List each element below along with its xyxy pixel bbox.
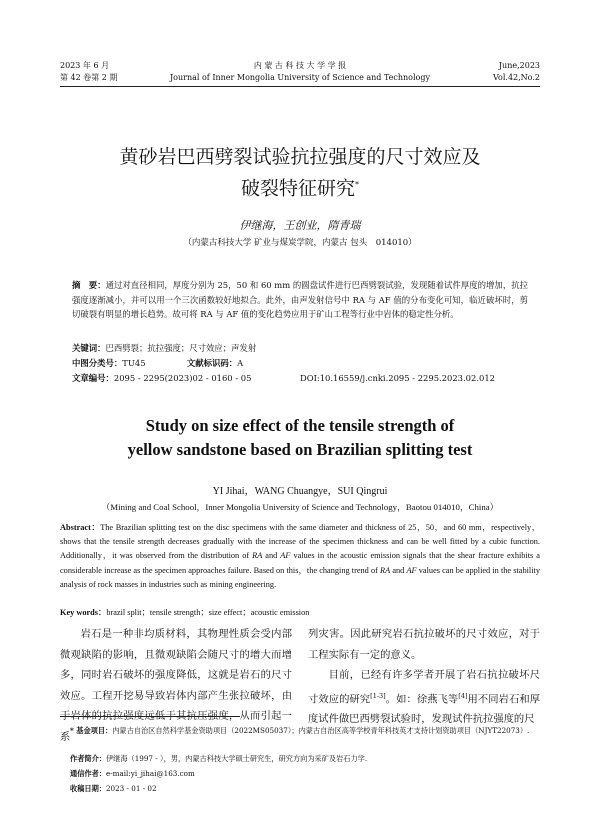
body-p2-a: 目前，已经有许多学者开展了岩石抗拉破坏尺寸效应的研究 <box>308 669 540 705</box>
received-label: 收稿日期： <box>70 784 106 793</box>
citation-1-3: [1-3] <box>370 691 386 700</box>
abstract-en-and-2: and <box>390 565 407 575</box>
keywords-en <box>60 606 540 618</box>
keywords-zh-text: 巴西劈裂；抗拉强度；尺寸效应；声发射 <box>105 343 257 353</box>
title-zh-line2: 破裂特征研究 <box>240 177 355 200</box>
authors-en: YI Jihai，WANG Chuangye，SUI Qingrui <box>212 486 388 497</box>
footnote-contact <box>70 767 540 780</box>
doi: DOI:10.16559/j.cnki.2095 - 2295.2023.02.012 <box>300 373 495 383</box>
title-zh-line2-wrap <box>60 171 540 202</box>
body-p2-c: 用不同岩石和厚度试件做巴西劈裂试验时，发现试件抗拉强度的尺 <box>308 692 541 726</box>
header-volume-zh: 第 42 卷第 2 期 <box>60 73 118 82</box>
title-zh <box>60 144 540 202</box>
abstract-zh-label: 摘 要： <box>72 280 106 290</box>
header-date: 2023 年 6 月 <box>60 61 110 70</box>
header-right <box>493 60 540 84</box>
contact-label: 通信作者： <box>70 769 106 778</box>
body-paragraph-2 <box>308 665 540 730</box>
title-en <box>60 414 540 462</box>
af-term-2: AF <box>406 565 417 575</box>
journal-name-en: Journal of Inner Mongolia University of Science and Technology <box>169 73 431 82</box>
footnote-author <box>70 752 540 765</box>
doc-code-value: A <box>237 358 244 368</box>
header-date-en: June,2023 <box>498 61 540 70</box>
received-date: 2023 - 01 - 02 <box>105 784 157 793</box>
title-en-line2: yellow sandstone based on Brazilian splitting test <box>127 440 473 459</box>
keywords-en-text: brazil split；tensile strength；size effect；acoustic emission <box>106 608 310 617</box>
header-rule <box>60 86 540 87</box>
affiliation-en: （Mining and Coal School，Inner Mongolia University of Science and Technology，Baotou 014010，China） <box>101 502 499 512</box>
title-zh-line1: 黄砂岩巴西劈裂试验抗拉强度的尺寸效应及 <box>119 146 481 168</box>
classification-line <box>72 357 243 369</box>
title-en-line1: Study on size effect of the tensile strength of <box>145 416 455 435</box>
footnote-rule <box>60 716 240 717</box>
ra-term-1: RA <box>252 551 263 561</box>
contact-email: e-mail:yi_jihai@163.com <box>105 769 195 778</box>
citation-4: [4] <box>458 691 468 700</box>
abstract-zh-text: 通过对直径相同，厚度分别为 25，50 和 60 mm 的圆盘试件进行巴西劈裂试验，发现随着试件厚度的增加，抗拉强度逐渐减小，并可以用一个三次函数较好地拟合。此外，由声发射信号中 RA 与 AF 值的分布变化可知，临近破坏时，剪切破裂有明显的增长趋势。故可将 RA 与 AF 值的变化趋势应用于矿山工程等行业中岩体的稳定性分析。 <box>72 280 528 319</box>
running-header <box>60 60 540 84</box>
article-no-label: 文章编号： <box>72 373 114 383</box>
abstract-zh <box>72 278 528 322</box>
ra-term-2: RA <box>380 565 391 575</box>
af-term-1: AF <box>280 551 291 561</box>
author-info-label: 作者简介： <box>70 754 106 763</box>
article-number-line <box>72 372 528 384</box>
keywords-zh-label: 关键词： <box>72 343 106 353</box>
article-no-value: 2095 - 2295(2023)02 - 0160 - 05 <box>113 373 252 383</box>
body-column-right <box>308 624 540 730</box>
abstract-en-text-b: values in the acoustic emission signals that the shear fracture exhibits a considerable increase as the specimen approaches failure. Based on this，the changing trend of <box>60 551 540 575</box>
classification-label: 中图分类号： <box>72 358 123 368</box>
abstract-en-and-1: and <box>262 551 281 561</box>
fund-text: 内蒙古自治区自然科学基金资助项目（2022MS05037）；内蒙古自治区高等学校青年科技英才支持计划资助项目（NJYT22073）. <box>112 726 530 735</box>
keywords-zh <box>72 342 256 354</box>
body-paragraph-1: 岩石是一种非均质材料，其物理性质会受内部微观缺陷的影响，且微观缺陷会随尺寸的增大而增多，同时岩石破坏的强度降低，这就是岩石的尺寸效应。工程开挖易导致岩体内部产生张拉破坏，由于岩体的抗拉强度远低于其抗压强度，从而引起一系 <box>60 628 292 743</box>
fund-label: * 基金项目： <box>70 726 113 735</box>
affiliation-zh: （内蒙古科技大学 矿业与煤炭学院，内蒙古 包头 014010） <box>183 238 417 248</box>
header-volume-en: Vol.42,No.2 <box>493 73 540 82</box>
abstract-en <box>60 521 540 592</box>
abstract-en-label: Abstract： <box>60 523 101 532</box>
title-footnote-mark: * <box>355 180 359 189</box>
body-p2-b: 。如：徐燕飞等 <box>385 692 459 705</box>
footnote-fund <box>70 724 540 737</box>
footnote-received <box>70 782 540 795</box>
keywords-en-label: Key words： <box>60 608 107 617</box>
classification-value: TU45 <box>122 358 146 368</box>
abstract-en-text-a: The Brazilian splitting test on the disc specimens with the same diameter and thickness of 25，50，and 60 mm，respectively，shows that the tensile strength decreases gradually with the increase of the specimen thickness and can be well fitted by a cubic function. Additionally，it was observed from the distribution of <box>60 523 540 561</box>
header-center <box>60 60 540 84</box>
author-info-text: 伊继海（1997 - ），男，内蒙古科技大学硕士研究生，研究方向为采矿及岩石力学. <box>105 754 368 763</box>
body-paragraph-1-cont: 列灾害。因此研究岩石抗拉破坏的尺寸效应，对于工程实际有一定的意义。 <box>308 628 540 661</box>
authors-zh: 伊继海，王创业，隋青瑞 <box>239 219 361 232</box>
journal-name-zh: 内 蒙 古 科 技 大 学 学 报 <box>253 61 347 70</box>
abstract-en-text-c: values can be applied in the stability analysis of rock masses in industries such as mining engineering. <box>60 565 540 589</box>
doc-code-label: 文献标识码： <box>186 358 238 368</box>
